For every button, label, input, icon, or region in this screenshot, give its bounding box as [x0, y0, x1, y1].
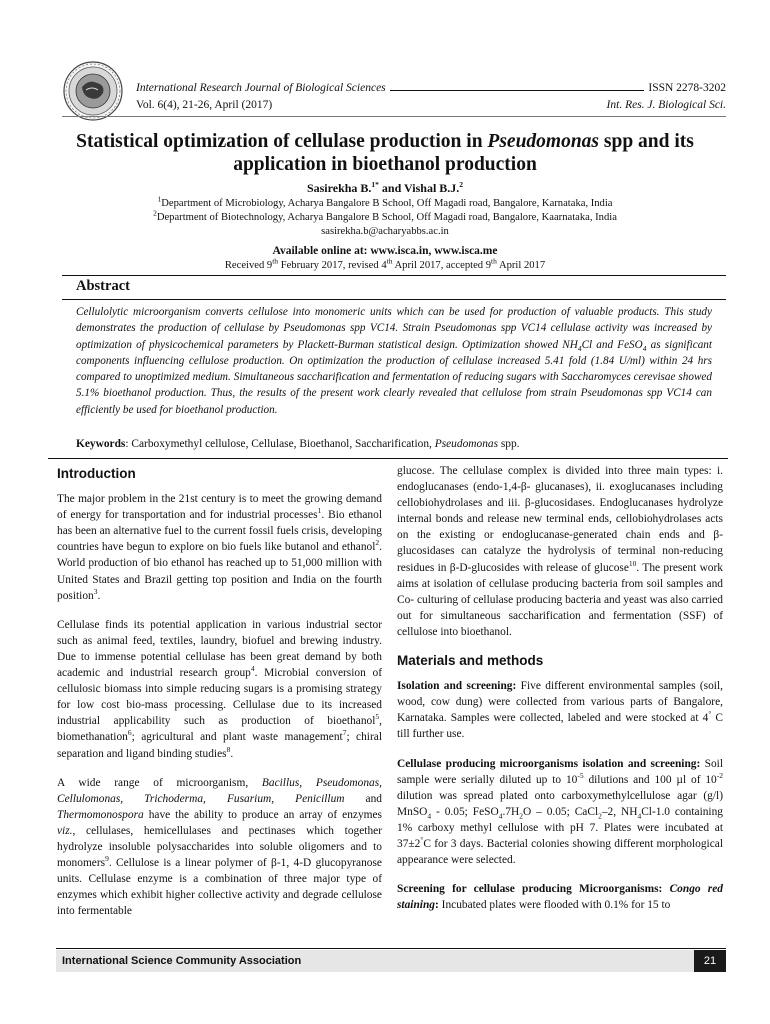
availability: Available online at: www.isca.in, www.isca.me — [272, 245, 498, 257]
authors: Sasirekha B.$^{1*}$ and Vishal B.J.$^2$ — [306, 180, 464, 195]
journal-logo-icon — [62, 60, 124, 122]
page-number: 21 — [694, 950, 726, 972]
methods-heading: Materials and methods — [397, 653, 544, 669]
author-email[interactable]: sasirekha.b@acharyabbs.ac.in — [321, 226, 449, 237]
received-dates: Received 9th February 2017, revised 4th April 2017, accepted 9th April 2017 — [224, 256, 546, 271]
isolation-paragraph: Isolation and screening: Five different environmental samples (soil, wood, cow dung) were collected from various parts of Bangalore, Karnataka. Samples were collected, labeled and were stocked at 4° C till further use. — [397, 680, 723, 741]
cellulase-isolation-paragraph: Cellulase producing microorganisms isolation and screening: Soil sample were serially diluted up to $10^{-5}$ dilutions and 100 µl of $10^{-2}$ dilution was spread plated onto carboxymethylcellulose agar (g/l) MnSO$_4$ - 0.05; $FeSO_4.7H_2O - 0.05$; CaCl$_2$–2, $NH_4Cl-1.0$ containing 1% carboxy methyl cellulose with pH 7. Plates were incubated at 37±2°C for 3 days. Bacterial colonies showing different morphological appearance were selected. — [397, 757, 723, 867]
header-divider — [62, 116, 726, 117]
journal-abbrev: Int. Res. J. Biological Sci. — [606, 99, 726, 111]
intro-paragraph-3: A wide range of microorganism, Bacillus, Pseudomonas, Cellulomonas, Trichoderma, Fusarium, Penicillum and Thermomonospora have the ability to produce an array of enzymes viz., cellulases, hemicellulases and pectinases which together hydrolyze insoluble polysaccharides into soluble oligomers and to monomers$^9$. Cellulose is a linear polymer of β-1, 4-D glucopyranose units. Cellulase enzyme is a combination of three major type of enzymes which exhibit higher collective activity and degrade cellulose into fermentable — [57, 776, 383, 918]
abstract-divider — [62, 299, 726, 300]
journal-header — [136, 80, 726, 97]
intro-paragraph-4: glucose. The cellulase complex is divided into three main types: i. endoglucanases (endo-1,4-β- glucanases), ii. exoglucanases including cellobiohydrolases and iii. β-glucosidases. Endoglucanases hydrolyze internal bonds and release new terminal ends, cellobiohydrolases acts on the existing or endoglucanase-generated chain ends and β-glucosidases can catalyze the hydrolysis of terminal non-reducing residues in β-D-glucosides with release of glucose$^{10}$. The present work aims at isolation of cellulase producing bacteria from soil samples and Co- culturing of cellulase producing bacteria and yeast was also carried out for simultaneous saccharification and fermentation (SSF) of cellulose into bioethanol. — [397, 465, 723, 638]
volume-info: Vol. 6(4), 21-26, April (2017) — [136, 99, 273, 111]
received-divider — [62, 275, 726, 276]
abstract-heading: Abstract — [76, 278, 130, 294]
affiliation-1: $^1$Department of Microbiology, Acharya Bangalore B School, Off Magadi road, Bangalore, Karnataka, India — [157, 194, 613, 209]
journal-subheader — [136, 97, 726, 114]
right-column — [397, 463, 723, 926]
header-rule — [390, 80, 645, 91]
footer-organization: International Science Community Association — [56, 950, 694, 972]
introduction-heading: Introduction — [57, 466, 136, 481]
affiliation-2: $^2$Department of Biotechnology, Acharya Bangalore B School, Off Magadi road, Bangalore, Kaarnataka, India — [153, 208, 617, 223]
screening-paragraph: Screening for cellulase producing Microorganisms: Congo red staining: Incubated plates were flooded with 0.1% for 15 to — [397, 883, 723, 912]
abstract-text: Cellulolytic microorganism converts cellulose into monomeric units which can be used for production of valuable products. This study demonstrates the production of cellulase by Pseudomonas spp VC14. Strain Pseudomonas spp VC14 cellulase activity was increased by optimization of physicochemical parameters by Plackett-Burman statistical design. Optimization showed $NH_4Cl$ and FeSO$_4$ as significant components influencing cellulose production. On optimization the production of cellulase increased 5.41 fold (1.84 U/ml) within 24 hrs compared to unoptimized medium. Simultaneous saccharification and fermentation of reducing sugars with Saccharomyces cerevisae showed 5.1% bioethanol production. Thus, the results of the present work clearly revealed that cellulose from strain Pseudomonas spp VC14 can efficiently be used for bioethanol production. — [76, 306, 712, 416]
left-column — [57, 466, 382, 932]
section-divider — [48, 458, 728, 459]
intro-paragraph-2: Cellulase finds its potential application in various industrial sector such as animal feed, textiles, laundry, biofuel and brewing industry. Due to immense potential cellulase has been great demand by both academic and industrial research group$^4$. Microbial conversion of cellulosic biomass into simple reducing sugars is a promising strategy for low cost bio-mass processing. Cellulase due to its increased industrial applicability such as production of bioethanol$^5$, biomethanation$^6$; agricultural and plant waste management$^7$; chiral separation and ligand binding studies$^8$. — [57, 618, 382, 760]
intro-paragraph-1: The major problem in the 21st century is to meet the growing demand of energy for transportation and for industrial processes$^1$. Bio ethanol has been an alternative fuel to the current fossil fuels crisis, developing countries have begun to explore on bio fuels like butanol and ethanol$^2$. World production of bio ethanol has reached up to 51,000 million with United States and Brazil getting top position and India on the fourth position$^3$. — [57, 493, 382, 602]
journal-name: International Research Journal of Biological Sciences — [136, 82, 386, 94]
issn: ISSN 2278-3202 — [648, 82, 726, 94]
footer-divider — [56, 948, 726, 949]
keywords: Keywords: Carboxymethyl cellulose, Cellulase, Bioethanol, Saccharification, Pseudomonas spp. — [76, 438, 520, 450]
paper-title: Statistical optimization of cellulase production in Pseudomonas spp and its application in bioethanol production — [76, 131, 694, 175]
